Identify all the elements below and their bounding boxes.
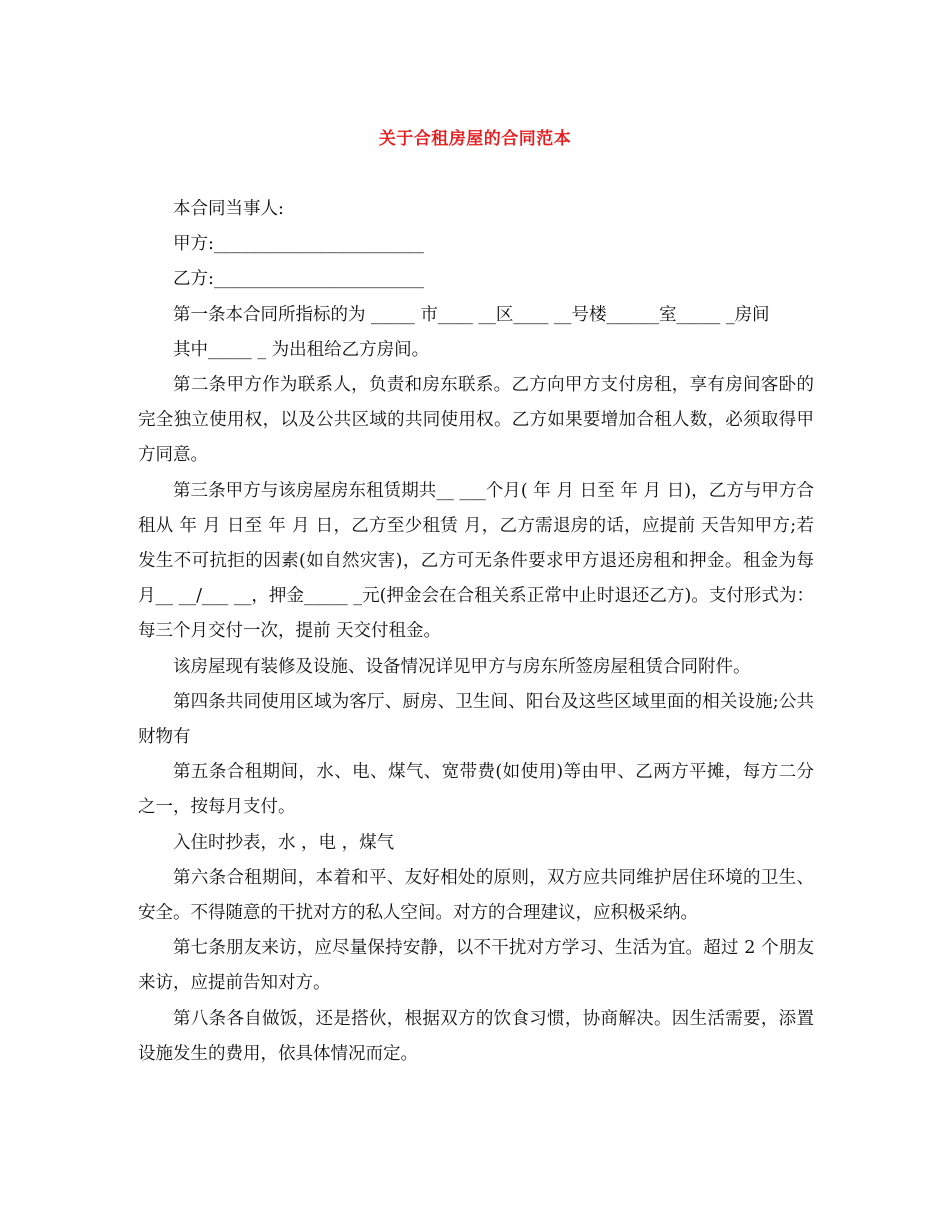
paragraph-article-1: 第一条本合同所指标的为 _____ 市____ __区____ __号楼______室_____ _房间 xyxy=(173,304,770,325)
paragraph-article-4: 第四条共同使用区域为客厅、厨房、卫生间、阳台及这些区域里面的相关设施;公共财物有 xyxy=(138,691,814,748)
paragraph-facilities: 该房屋现有装修及设施、设备情况详见甲方与房东所签房屋租赁合同附件。 xyxy=(173,656,751,677)
paragraph-parties-heading: 本合同当事人: xyxy=(173,199,284,219)
paragraph-party-b: 乙方:________________________ xyxy=(173,269,424,290)
paragraph-article-1-room: 其中_____ _ 为出租给乙方房间。 xyxy=(173,339,430,360)
paragraph-meter-reading: 入住时抄表，水 ，电 ，煤气 xyxy=(173,832,395,853)
paragraph-party-a: 甲方:________________________ xyxy=(173,234,424,255)
paragraph-article-8: 第八条各自做饭，还是搭伙，根据双方的饮食习惯，协商解决。因生活需要，添置设施发生的费用，依具体情况而定。 xyxy=(138,1008,814,1064)
paragraph-article-3: 第三条甲方与该房屋房东租赁期共__ ___个月( 年 月 日至 年 月 日)，乙方与甲方合租从 年 月 日至 年 月 日，乙方至少租赁 月，乙方需退房的话，应提前 天告知甲方;若发生不可抗拒的因素(如自然灾害)，乙方可无条件要求甲方退还房租和押金。租金为每月__ __/___ __，押金_____ _元(押金会在合租关系正常中止时退还乙方)。支付形式为：每三个月交付一次，提前 天交付租金。 xyxy=(138,480,814,642)
document-title: 关于合租房屋的合同范本 xyxy=(378,129,572,149)
paragraph-article-6: 第六条合租期间，本着和平、友好相处的原则，双方应共同维护居住环境的卫生、安全。不得随意的干扰对方的私人空间。对方的合理建议，应积极采纳。 xyxy=(138,867,814,924)
paragraph-article-7: 第七条朋友来访，应尽量保持安静，以不干扰对方学习、生活为宜。超过 2 个朋友来访，应提前告知对方。 xyxy=(138,938,814,994)
paragraph-article-5: 第五条合租期间，水、电、煤气、宽带费(如使用)等由甲、乙两方平摊，每方二分之一，按每月支付。 xyxy=(138,762,814,818)
document-body xyxy=(138,192,814,1072)
paragraph-article-2: 第二条甲方作为联系人，负责和房东联系。乙方向甲方支付房租，享有房间客卧的完全独立使用权，以及公共区域的共同使用权。乙方如果要增加合租人数，必须取得甲方同意。 xyxy=(138,375,814,466)
